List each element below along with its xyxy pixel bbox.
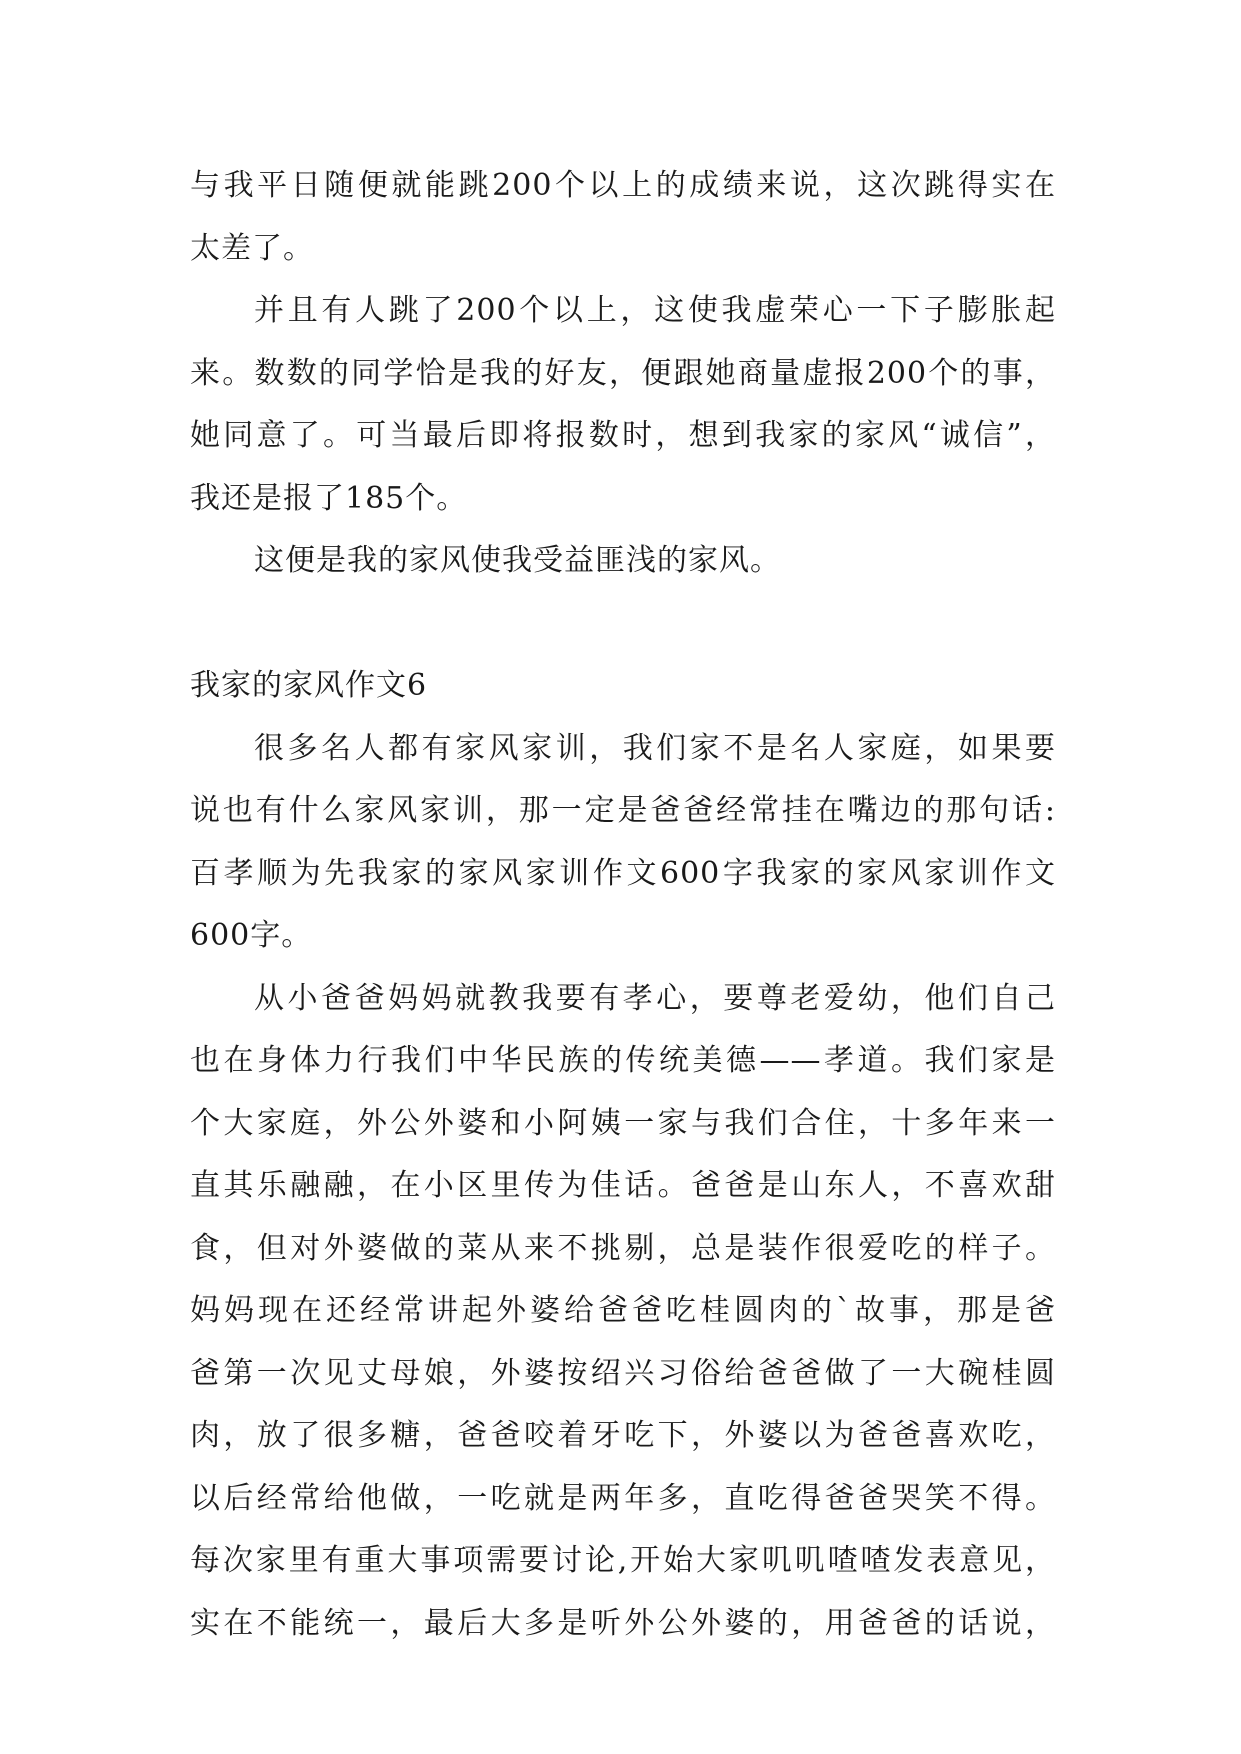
text-line: 以后经常给他做，一吃就是两年多，直吃得爸爸哭笑不得。 <box>190 1480 1056 1516</box>
text-line: 这便是我的家风使我受益匪浅的家风。 <box>254 543 781 578</box>
text-line: 个大家庭，外公外婆和小阿姨一家与我们合住，十多年来一 <box>190 1105 1056 1141</box>
text-line: 实在不能统一，最后大多是听外公外婆的，用爸爸的话说， <box>190 1605 1056 1641</box>
paragraph <box>190 530 1056 593</box>
document-body <box>190 155 1056 1655</box>
text-line: 每次家里有重大事项需要讨论,开始大家叽叽喳喳发表意见， <box>190 1543 1056 1578</box>
text-line: 她同意了。可当最后即将报数时，想到我家的家风“诚信”， <box>190 418 1056 453</box>
paragraph <box>190 718 1056 968</box>
paragraph <box>190 968 1056 1656</box>
text-line: 直其乐融融，在小区里传为佳话。爸爸是山东人，不喜欢甜 <box>190 1168 1056 1203</box>
text-line: 很多名人都有家风家训，我们家不是名人家庭，如果要 <box>254 730 1056 766</box>
text-line: 食，但对外婆做的菜从来不挑剔，总是装作很爱吃的样子。 <box>190 1230 1056 1266</box>
text-line: 我还是报了185个。 <box>190 480 468 516</box>
text-line: 爸第一次见丈母娘，外婆按绍兴习俗给爸爸做了一大碗桂圆 <box>190 1355 1056 1391</box>
text-line: 来。数数的同学恰是我的好友，便跟她商量虚报200个的事， <box>190 355 1056 391</box>
paragraph <box>190 155 1056 280</box>
text-line: 与我平日随便就能跳200个以上的成绩来说，这次跳得实在 <box>190 168 1056 203</box>
paragraph <box>190 280 1056 530</box>
text-line: 也在身体力行我们中华民族的传统美德——孝道。我们家是 <box>190 1043 1056 1078</box>
text-line: 从小爸爸妈妈就教我要有孝心，要尊老爱幼，他们自己 <box>254 980 1056 1016</box>
text-line: 太差了。 <box>190 230 314 266</box>
text-line: 肉，放了很多糖，爸爸咬着牙吃下，外婆以为爸爸喜欢吃， <box>190 1418 1056 1453</box>
text-line: 百孝顺为先我家的家风家训作文600字我家的家风家训作文 <box>190 855 1056 891</box>
blank-line <box>190 593 1056 656</box>
section-title: 我家的家风作文6 <box>190 668 428 703</box>
text-line: 妈妈现在还经常讲起外婆给爸爸吃桂圆肉的`故事，那是爸 <box>190 1293 1056 1328</box>
text-line: 600字。 <box>190 918 313 953</box>
text-line: 并且有人跳了200个以上，这使我虚荣心一下子膨胀起 <box>254 293 1056 328</box>
text-line: 说也有什么家风家训，那一定是爸爸经常挂在嘴边的那句话: <box>190 793 1056 828</box>
